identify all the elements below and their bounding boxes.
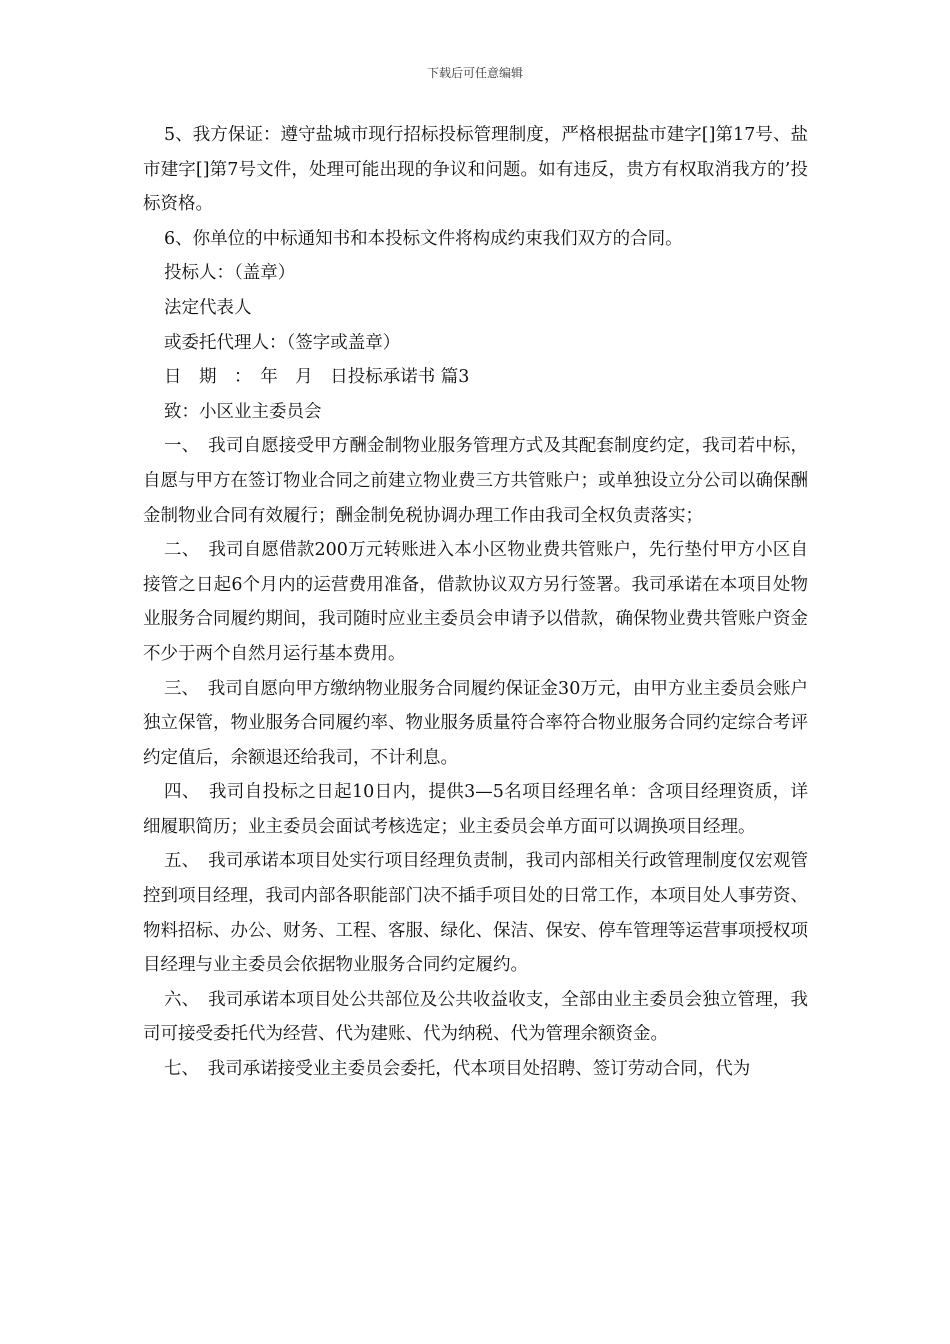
date-and-section-title: 日 期 ： 年 月 日投标承诺书 篇3	[164, 367, 470, 388]
signature-bidder: 投标人：（盖章）	[164, 263, 296, 284]
clause-1: 一、 我司自愿接受甲方酬金制物业服务管理方式及其配套制度约定，我司若中标，自愿与甲方在签订物业合同之前建立物业费三方共管账户；或单独设立分公司以确保酬金制物业合同有效履行；酬金制免税协调办理工作由我司全权负责落实；	[143, 436, 808, 526]
clause-6: 六、 我司承诺本项目处公共部位及公共收益收支，全部由业主委员会独立管理，我司可接受委托代为经营、代为建账、代为纳税、代为管理余额资金。	[143, 989, 808, 1045]
paragraph-guarantee-5: 5、我方保证：遵守盐城市现行招标投标管理制度，严格根据盐市建字[]第17号、盐市建字[]第7号文件，处理可能出现的争议和问题。如有违反，贵方有权取消我方的’投标资格。	[143, 125, 808, 215]
clause-3: 三、 我司自愿向甲方缴纳物业服务合同履约保证金30万元，由甲方业主委员会账户独立保管，物业服务合同履约率、物业服务质量符合率符合物业服务合同约定综合考评约定值后，余额退还给我司，不计利息。	[143, 678, 808, 768]
paragraph-contract-6: 6、你单位的中标通知书和本投标文件将构成约束我们双方的合同。	[164, 228, 683, 249]
addressee: 致：小区业主委员会	[164, 401, 322, 422]
clause-4: 四、 我司自投标之日起10日内，提供3—5名项目经理名单：含项目经理资质，详细履职简历；业主委员会面试考核选定；业主委员会单方面可以调换项目经理。	[143, 782, 808, 837]
page-header: 下载后可任意编辑	[426, 66, 523, 80]
clause-2: 二、 我司自愿借款200万元转账进入本小区物业费共管账户，先行垫付甲方小区自接管之日起6个月内的运营费用准备，借款协议双方另行签署。我司承诺在本项目处物业服务合同履约期间，我司随时应业主委员会申请予以借款，确保物业费共管账户资金不少于两个自然月运行基本费用。	[143, 540, 808, 664]
document-body	[143, 118, 808, 1087]
signature-legal-rep: 法定代表人	[164, 297, 252, 318]
clause-5: 五、 我司承诺本项目处实行项目经理负责制，我司内部相关行政管理制度仅宏观管控到项目经理，我司内部各职能部门决不插手项目处的日常工作，本项目处人事劳资、物料招标、办公、财务、工程、客服、绿化、保洁、保安、停车管理等运营事项授权项目经理与业主委员会依据物业服务合同约定履约。	[143, 851, 808, 976]
clause-7: 七、 我司承诺接受业主委员会委托，代本项目处招聘、签订劳动合同，代为	[164, 1059, 751, 1080]
signature-agent: 或委托代理人：（签字或盖章）	[164, 332, 401, 353]
